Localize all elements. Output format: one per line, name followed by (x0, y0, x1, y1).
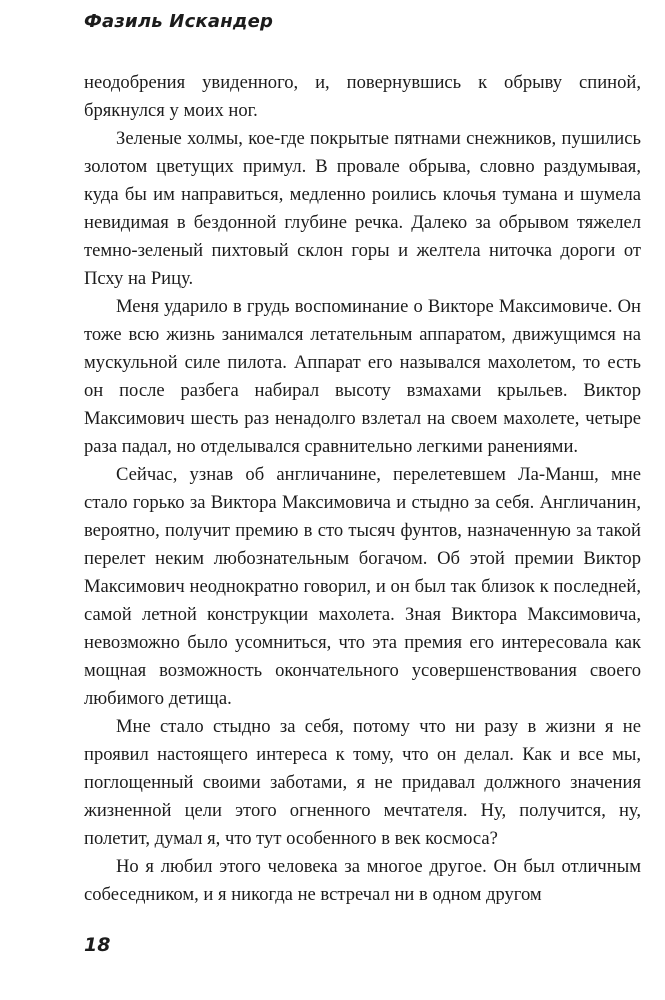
page-number: 18 (84, 934, 111, 956)
paragraph: Но я любил этого человека за многое другое. Он был отличным собеседником, и я никогда не встречал ни в одном другом (84, 856, 641, 905)
body-text (84, 69, 641, 909)
paragraph: Меня ударило в грудь воспоминание о Викторе Максимовиче. Он тоже всю жизнь занимался летательным аппаратом, движущимся на мускульной силе пилота. Аппарат его назывался махолетом, то есть он после разбега набирал высоту взмахами крыльев. Виктор Максимович шесть раз ненадолго взлетал на своем махолете, четыре раза падал, но отделывался сравнительно легкими ранениями. (84, 296, 641, 457)
paragraph-continued: неодобрения увиденного, и, повернувшись к обрыву спиной, брякнулся у моих ног. (84, 72, 641, 121)
paragraph: Мне стало стыдно за себя, потому что ни разу в жизни я не проявил настоящего интереса к тому, что он делал. Как и все мы, поглощенный своими заботами, я не придавал должного значения жизненной цели этого огненного мечтателя. Ну, получится, ну, полетит, думал я, что тут особенного в век космоса? (84, 716, 641, 849)
paragraph: Сейчас, узнав об англичанине, перелетевшем Ла-Манш, мне стало горько за Виктора Максимовича и стыдно за себя. Англичанин, вероятно, получит премию в сто тысяч фунтов, назначенную за такой перелет неким любознательным богачом. Об этой премии Виктор Максимович неоднократно говорил, и он был так близок к последней, самой летной конструкции махолета. Зная Виктора Максимовича, невозможно было усомниться, что эта премия его интересовала как мощная возможность окончательного усовершенствования своего любимого детища. (84, 464, 641, 709)
paragraph: Зеленые холмы, кое-где покрытые пятнами снежников, пушились золотом цветущих примул. В провале обрыва, словно раздумывая, куда бы им направиться, медленно роились клочья тумана и шумела невидимая в бездонной глубине речка. Далеко за обрывом тяжелел темно-зеленый пихтовый склон горы и желтела ниточка дороги от Псху на Рицу. (84, 128, 641, 289)
running-head-author: Фазиль Искандер (84, 11, 274, 32)
